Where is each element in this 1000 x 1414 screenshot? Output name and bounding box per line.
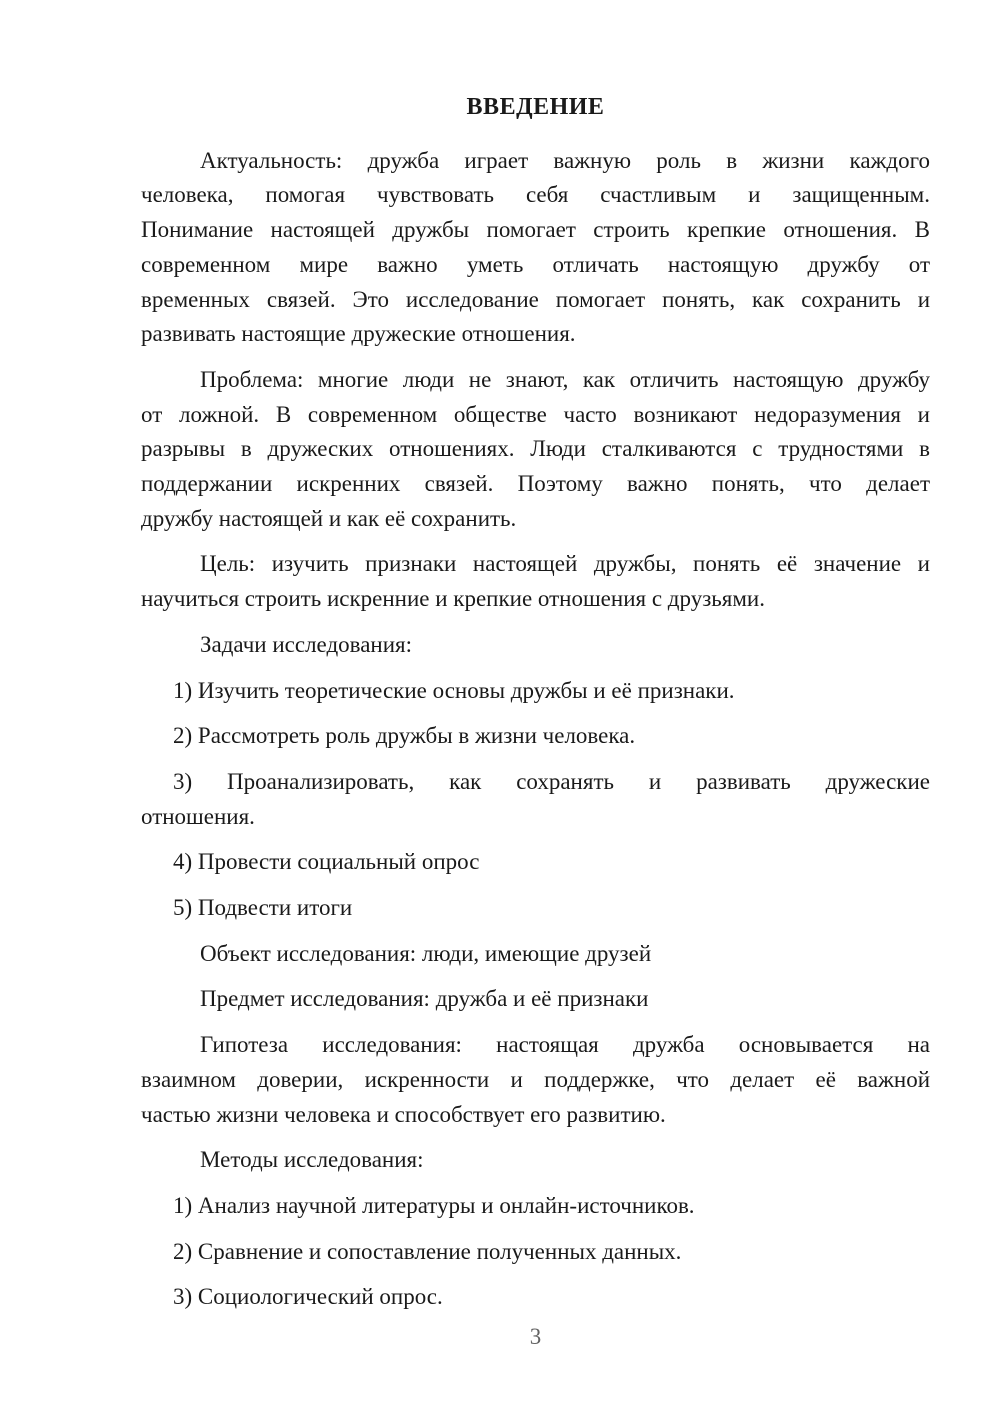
text-line: Предмет исследования: дружба и её признаки — [200, 986, 649, 1012]
paragraph-zadachi-heading — [141, 628, 930, 663]
text-line: 1) Изучить теоретические основы дружбы и её признаки. — [173, 677, 735, 703]
text-line: Понимание настоящей дружбы помогает строить крепкие отношения. В — [141, 217, 930, 243]
text-line: Гипотеза исследования: настоящая дружба основывается на — [200, 1032, 930, 1058]
page-title: ВВЕДЕНИЕ — [466, 94, 605, 120]
method-item-2 — [141, 1235, 930, 1270]
text-line: частью жизни человека и способствует его развитию. — [141, 1101, 666, 1127]
text-line: Задачи исследования: — [200, 631, 413, 657]
method-item-1 — [141, 1189, 930, 1224]
text-line: поддержании искренних связей. Поэтому важно понять, что делает — [141, 471, 930, 497]
text-line: 5) Подвести итоги — [173, 895, 353, 921]
document-body — [141, 144, 930, 1315]
text-line: Проблема: многие люди не знают, как отличить настоящую дружбу — [200, 366, 930, 392]
paragraph-aktualnost — [141, 144, 930, 352]
paragraph-tsel — [141, 547, 930, 616]
task-item-1 — [141, 674, 930, 709]
text-line: разрывы в дружеских отношениях. Люди сталкиваются с трудностями в — [141, 436, 930, 462]
text-line: современном мире важно уметь отличать настоящую дружбу от — [141, 251, 930, 277]
task-item-5 — [141, 891, 930, 926]
text-line: 4) Провести социальный опрос — [173, 849, 480, 875]
text-line: взаимном доверии, искренности и поддержке, что делает её важной — [141, 1066, 930, 1092]
text-line: 3) Проанализировать, как сохранять и развивать дружеские — [173, 768, 930, 794]
paragraph-gipoteza — [141, 1028, 930, 1132]
paragraph-obekt — [141, 937, 930, 972]
page-number: 3 — [529, 1324, 542, 1349]
task-item-2 — [141, 719, 930, 754]
text-line: 1) Анализ научной литературы и онлайн-источников. — [173, 1192, 695, 1218]
text-line: научиться строить искренние и крепкие отношения с друзьями. — [141, 586, 765, 612]
paragraph-problema — [141, 363, 930, 537]
task-item-3 — [141, 765, 930, 834]
text-line: временных связей. Это исследование помогает понять, как сохранить и — [141, 286, 930, 312]
text-line: 3) Социологический опрос. — [173, 1284, 443, 1310]
text-line: Объект исследования: люди, имеющие друзей — [200, 940, 652, 966]
method-item-3 — [141, 1280, 930, 1315]
text-line: Методы исследования: — [200, 1147, 424, 1173]
paragraph-predmet — [141, 982, 930, 1017]
text-line: от ложной. В современном обществе часто возникают недоразумения и — [141, 401, 930, 427]
text-line: отношения. — [141, 803, 255, 829]
task-item-4 — [141, 845, 930, 880]
text-line: Цель: изучить признаки настоящей дружбы, понять её значение и — [200, 551, 930, 577]
text-line: 2) Сравнение и сопоставление полученных данных. — [173, 1238, 682, 1264]
text-line: Актуальность: дружба играет важную роль в жизни каждого — [200, 147, 930, 173]
text-line: дружбу настоящей и как её сохранить. — [141, 505, 517, 531]
paragraph-metody-heading — [141, 1143, 930, 1178]
text-line: человека, помогая чувствовать себя счастливым и защищенным. — [141, 182, 930, 208]
text-line: 2) Рассмотреть роль дружбы в жизни человека. — [173, 723, 636, 749]
text-line: развивать настоящие дружеские отношения. — [141, 321, 576, 347]
